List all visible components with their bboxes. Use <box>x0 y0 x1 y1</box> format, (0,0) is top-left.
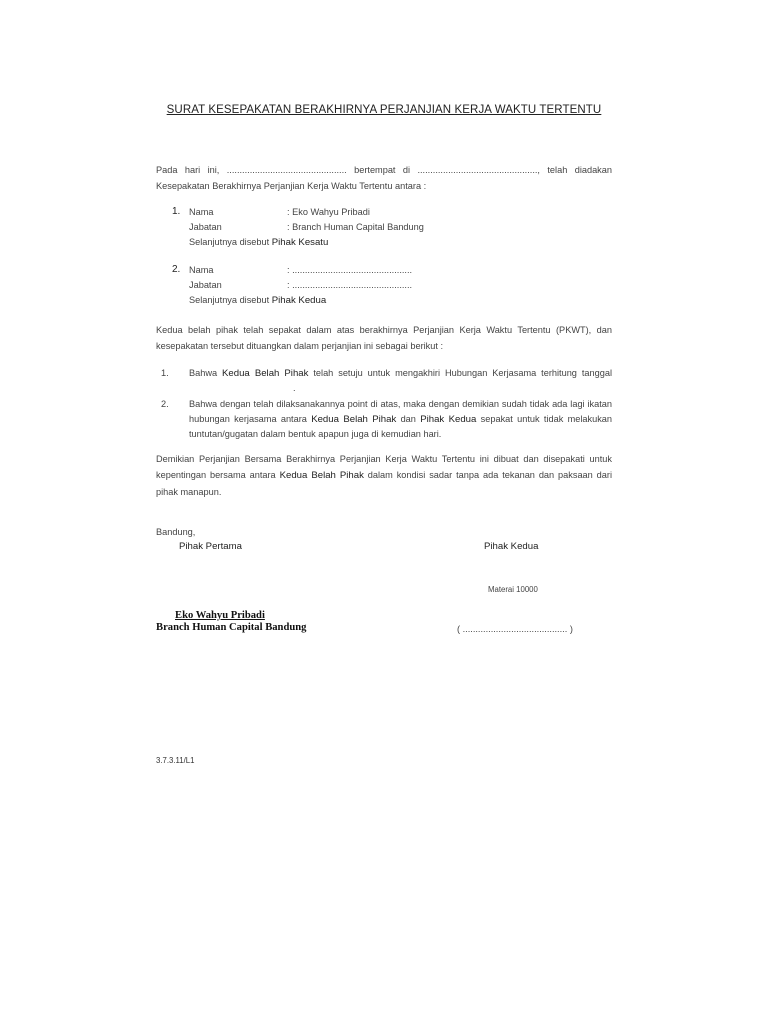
agreement-paragraph: Kedua belah pihak telah sepakat dalam atas berakhirnya Perjanjian Kerja Waktu Tertentu (PKWT), dan kesepakatan tersebut dituangkan dalam perjanjian ini sebagai berikut : <box>156 325 612 351</box>
party-1-referred-name: Pihak Kesatu <box>271 237 329 248</box>
first-party-label: Pihak Pertama <box>179 541 242 552</box>
closing-paragraph: Demikian Perjanjian Bersama Berakhirnya Perjanjian Kerja Waktu Tertentu ini dibuat dan disepakati untuk kepentingan bersama antara Kedua Belah Pihak dalam kondisi sadar tanpa ada tekanan dan paksaan dari pihak manapun. <box>156 454 613 497</box>
second-party-label: Pihak Kedua <box>484 541 539 552</box>
party-2-name-value: : ............................................... <box>287 265 413 275</box>
second-signer-blank: ( ......................................... ) <box>457 624 573 634</box>
party-2-position-value: : ............................................... <box>287 280 413 290</box>
party-1-position-label: Jabatan <box>189 222 222 232</box>
intro-paragraph: Pada hari ini, ............................................... bertempat di ..............................................., telah diadakan Kesepakatan Berakhirnya Perjanjian Kerja Waktu Tertentu antara : <box>156 165 612 191</box>
signing-city: Bandung, <box>156 527 196 537</box>
list-item: 2. Bahwa dengan telah dilaksanakannya point di atas, maka dengan demikian sudah tidak ada lagi ikatan hubungan kerjasama antara Kedua Belah Pihak dan Pihak Kedua sepakat untuk tidak melakukan tuntutan/gugatan dalam bentuk apapun juga di kemudian hari. <box>161 399 613 439</box>
first-signer-title: Branch Human Capital Bandung <box>156 622 307 633</box>
party-2-referred-name: Pihak Kedua <box>271 295 327 306</box>
party-2-referred-row: Selanjutnya disebut Pihak Kedua <box>189 295 327 306</box>
party-1-number: 1. <box>172 206 181 217</box>
party-1-name-label: Nama <box>189 207 214 217</box>
party-1-position-value: : Branch Human Capital Bandung <box>287 222 424 232</box>
party-2-name-label: Nama <box>189 265 214 275</box>
party-1-name-value: : Eko Wahyu Pribadi <box>287 207 370 217</box>
document-code: 3.7.3.11/L1 <box>156 756 195 765</box>
first-signer-name: Eko Wahyu Pribadi <box>175 610 265 621</box>
party-1-position-row <box>189 222 424 237</box>
party-2-name-row <box>189 265 412 280</box>
party-1-name-row <box>189 207 370 222</box>
document-title: SURAT KESEPAKATAN BERAKHIRNYA PERJANJIAN KERJA WAKTU TERTENTU <box>166 104 602 116</box>
party-2-position-label: Jabatan <box>189 280 222 290</box>
stamp-note: Materai 10000 <box>488 585 538 594</box>
points-list <box>156 366 612 442</box>
party-2-position-row <box>189 280 412 295</box>
party-1-referred-row: Selanjutnya disebut Pihak Kesatu <box>189 237 329 248</box>
list-item: 1. Bahwa Kedua Belah Pihak telah setuju untuk mengakhiri Hubungan Kerjasama terhitung tanggal. <box>161 368 612 393</box>
party-2-number: 2. <box>172 264 181 275</box>
